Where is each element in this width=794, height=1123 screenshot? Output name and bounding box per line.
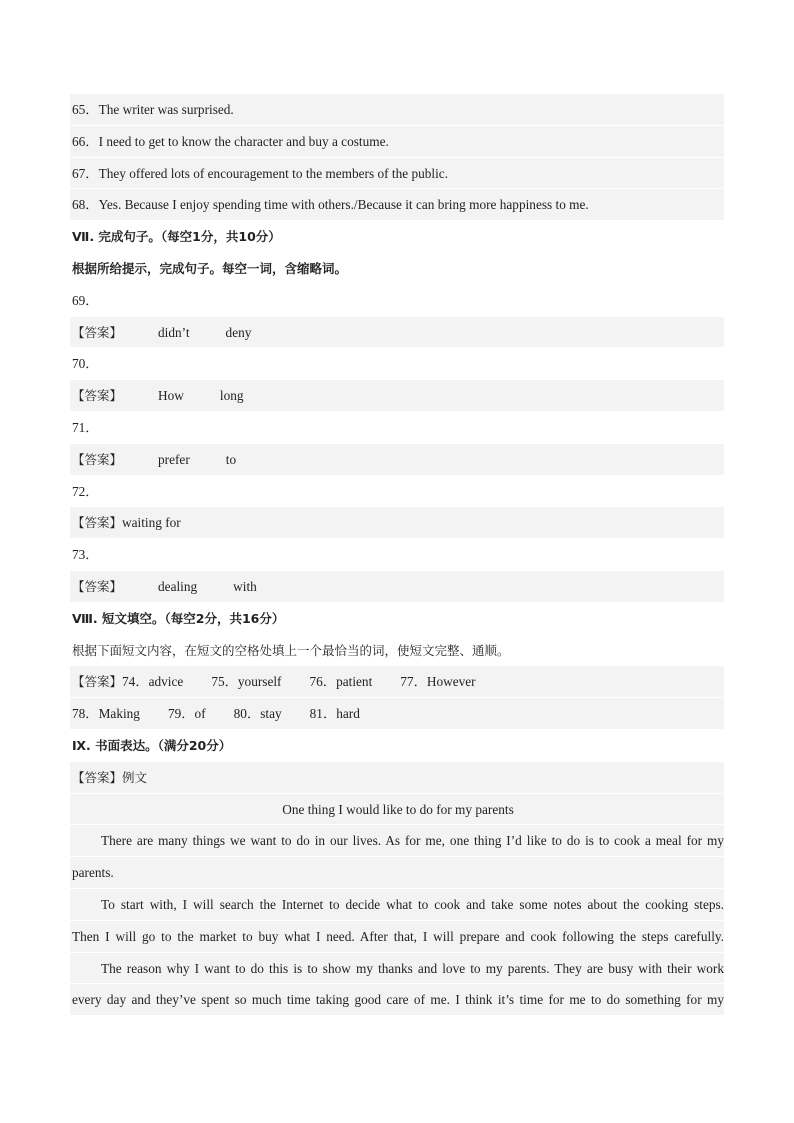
answer-word: waiting for xyxy=(122,515,181,531)
answer-row-78-81 xyxy=(70,698,724,730)
question-number-73: 73． xyxy=(72,547,99,563)
question-number-72: 72． xyxy=(72,483,99,499)
answer-line-66: 66．I need to get to know the character and buy a costume. xyxy=(70,126,724,158)
answer-line-67: 67．They offered lots of encouragement to the members of the public. xyxy=(70,158,724,190)
answer-tag: 【答案】 xyxy=(72,578,123,594)
answer-item: 76．patient xyxy=(309,674,373,690)
answer-tag: 【答案】 xyxy=(72,674,123,690)
answer-item: 77．However xyxy=(400,674,476,690)
answer-word: deny xyxy=(225,324,252,340)
answer-row-72 xyxy=(70,507,724,539)
page-content xyxy=(70,94,724,1016)
section8-heading: Ⅷ. 短文填空。（每空2分，共16分） xyxy=(72,610,285,626)
section9-heading: Ⅸ. 书面表达。（满分20分） xyxy=(72,737,232,753)
answer-word: prefer xyxy=(158,451,190,467)
essay-line: To start with, I will search the Internet to decide what to cook and take some notes about the cooking steps. xyxy=(70,889,724,921)
answer-item: 78．Making xyxy=(72,706,140,722)
answer-word: How xyxy=(158,388,184,404)
answer-word: long xyxy=(219,388,244,404)
answer-tag: 【答案】 xyxy=(72,388,123,404)
answer-line-68: 68．Yes. Because I enjoy spending time with others./Because it can bring more happiness to me. xyxy=(70,189,724,221)
answer-item: 74．advice xyxy=(122,674,184,690)
answer-row-70 xyxy=(70,380,724,412)
answer-word: to xyxy=(225,451,237,467)
answer-word: dealing xyxy=(158,578,198,594)
answer-row-73 xyxy=(70,571,724,603)
question-number-71: 71． xyxy=(72,419,99,435)
essay-line: There are many things we want to do in our lives. As for me, one thing I’d like to do is to cook a meal for my xyxy=(70,825,724,857)
answer-tag: 【答案】 xyxy=(72,324,123,340)
section7-heading: Ⅶ. 完成句子。（每空1分，共10分） xyxy=(72,229,281,245)
answer-word: didn’t xyxy=(158,324,190,340)
answer-tag: 【答案】 xyxy=(72,451,123,467)
answer-item: 75．yourself xyxy=(211,674,282,690)
answer-item: 79．of xyxy=(167,706,206,722)
answer-item: 81．hard xyxy=(309,706,360,722)
answer-row-74-77 xyxy=(70,666,724,698)
answer-line-65: 65．The writer was surprised. xyxy=(70,94,724,126)
answer-row-69 xyxy=(70,317,724,349)
essay-line: Then I will go to the market to buy what I need. After that, I will prepare and cook following the steps carefully. xyxy=(70,921,724,953)
essay-line: The reason why I want to do this is to show my thanks and love to my parents. They are busy with their work xyxy=(70,953,724,985)
essay-line: every day and they’ve spent so much time taking good care of me. I think it’s time for me to do something for my xyxy=(70,984,724,1016)
answer-word: with xyxy=(233,578,257,594)
answer-tag: 【答案】 xyxy=(72,515,123,531)
question-number-69: 69． xyxy=(72,292,99,308)
answer-item: 80．stay xyxy=(233,706,282,722)
essay-line: parents. xyxy=(70,857,724,889)
section7-instruction: 根据所给提示，完成句子。每空一词，含缩略词。 xyxy=(72,260,348,276)
answer-row-71 xyxy=(70,444,724,476)
question-number-70: 70． xyxy=(72,356,99,372)
section8-instruction: 根据下面短文内容，在短文的空格处填上一个最恰当的词，使短文完整、通顺。 xyxy=(72,642,510,658)
essay-title: One thing I would like to do for my parents xyxy=(70,794,724,826)
section9-answer-label: 【答案】例文 xyxy=(70,762,724,794)
